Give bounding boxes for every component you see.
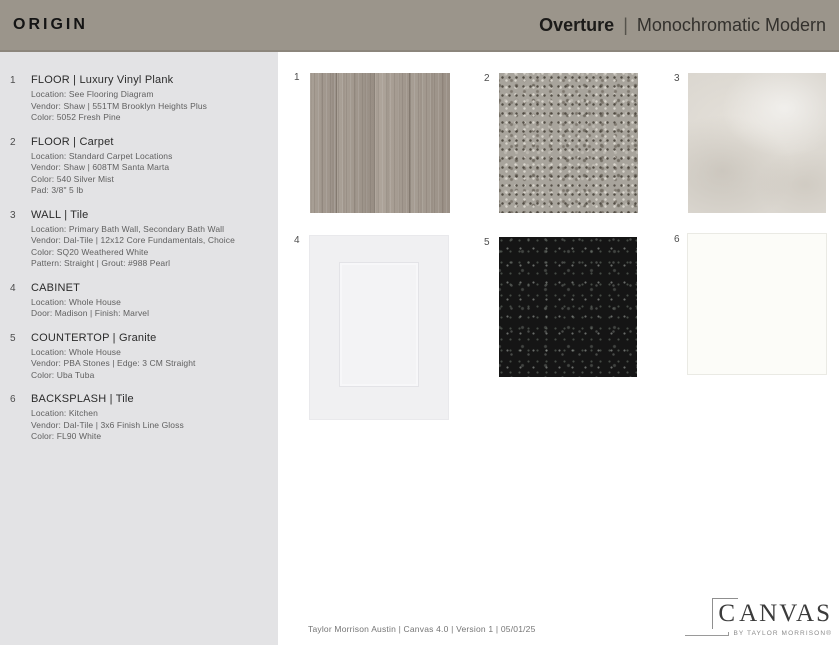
spec-number: 6 bbox=[10, 394, 16, 405]
spec-detail: Pad: 3/8" 5 lb bbox=[31, 185, 84, 195]
spec-item-floor-lvp bbox=[10, 74, 270, 124]
spec-item-countertop bbox=[10, 332, 270, 382]
spec-item-backsplash bbox=[10, 393, 270, 443]
spec-detail: Vendor: Shaw | 551TM Brooklyn Heights Plus bbox=[31, 100, 208, 111]
spec-body bbox=[31, 74, 270, 124]
footer-version-line: Taylor Morrison Austin | Canvas 4.0 | Version 1 | 05/01/25 bbox=[308, 624, 536, 634]
spec-title: COUNTERTOP | Granite bbox=[31, 331, 157, 344]
canvas-subtitle-row bbox=[706, 630, 832, 637]
swatch-luxury-vinyl-plank bbox=[310, 73, 450, 213]
spec-body bbox=[31, 332, 270, 382]
swatch-number-6: 6 bbox=[674, 234, 680, 245]
canvas-wordmark bbox=[706, 598, 832, 629]
header-bar bbox=[0, 0, 839, 52]
brand-origin: ORIGIN bbox=[13, 16, 88, 33]
spec-detail: Color: 5052 Fresh Pine bbox=[31, 112, 121, 122]
swatch-number-1: 1 bbox=[294, 72, 300, 83]
spec-title: WALL | Tile bbox=[31, 208, 89, 221]
title-separator: | bbox=[623, 14, 628, 35]
spec-detail: Location: Whole House bbox=[31, 346, 121, 357]
spec-number: 5 bbox=[10, 332, 16, 344]
collection-name: Overture bbox=[539, 14, 615, 35]
spec-number: 3 bbox=[10, 209, 16, 221]
swatch-number-3: 3 bbox=[674, 73, 680, 84]
spec-body bbox=[31, 209, 270, 270]
swatch-number-5: 5 bbox=[484, 237, 490, 248]
spec-detail: Location: Primary Bath Wall, Secondary Bath Wall bbox=[31, 223, 225, 234]
swatch-carpet bbox=[499, 73, 638, 213]
spec-detail: Color: FL90 White bbox=[31, 431, 102, 441]
canvas-logo bbox=[706, 598, 832, 637]
spec-body bbox=[31, 136, 270, 197]
swatch-wall-tile bbox=[688, 73, 826, 213]
spec-detail: Location: Whole House bbox=[31, 296, 121, 307]
spec-title: FLOOR | Carpet bbox=[31, 135, 114, 148]
spec-detail: Location: Kitchen bbox=[31, 408, 98, 418]
palette-name: Monochromatic Modern bbox=[636, 14, 826, 35]
swatch-number-4: 4 bbox=[294, 235, 300, 246]
spec-body bbox=[31, 282, 270, 320]
spec-number: 2 bbox=[10, 136, 16, 148]
spec-title: CABINET bbox=[31, 281, 81, 294]
swatch-granite-countertop bbox=[499, 237, 637, 377]
spec-detail: Location: Standard Carpet Locations bbox=[31, 150, 173, 161]
swatch-cabinet-door bbox=[309, 235, 449, 420]
collection-title bbox=[539, 15, 826, 36]
logo-rule-line bbox=[685, 632, 729, 636]
spec-title: FLOOR | Luxury Vinyl Plank bbox=[31, 74, 174, 86]
canvas-subtitle: BY TAYLOR MORRISON® bbox=[733, 630, 832, 637]
spec-body bbox=[31, 393, 270, 443]
spec-detail: Location: See Flooring Diagram bbox=[31, 89, 154, 99]
spec-detail: Vendor: Dal-Tile | 12x12 Core Fundamentals, Choice bbox=[31, 235, 235, 245]
spec-number: 1 bbox=[10, 75, 16, 86]
cabinet-door-panel bbox=[339, 262, 419, 387]
spec-detail: Color: 540 Silver Mist bbox=[31, 173, 114, 184]
swatch-backsplash-tile bbox=[687, 233, 827, 375]
spec-detail: Door: Madison | Finish: Marvel bbox=[31, 308, 150, 318]
spec-detail: Color: Uba Tuba bbox=[31, 369, 95, 380]
spec-detail: Vendor: PBA Stones | Edge: 3 CM Straight bbox=[31, 358, 196, 368]
canvas-rest: ANVAS bbox=[739, 600, 832, 627]
spec-number: 4 bbox=[10, 282, 16, 294]
spec-item-cabinet bbox=[10, 282, 270, 320]
spec-sidebar bbox=[0, 52, 278, 645]
spec-item-wall-tile bbox=[10, 209, 270, 270]
spec-detail: Pattern: Straight | Grout: #988 Pearl bbox=[31, 258, 171, 268]
spec-title: BACKSPLASH | Tile bbox=[31, 393, 134, 405]
spec-item-floor-carpet bbox=[10, 136, 270, 197]
swatch-number-2: 2 bbox=[484, 73, 490, 84]
spec-detail: Vendor: Dal-Tile | 3x6 Finish Line Gloss bbox=[31, 419, 184, 430]
spec-detail: Vendor: Shaw | 608TM Santa Marta bbox=[31, 162, 170, 172]
spec-detail: Color: SQ20 Weathered White bbox=[31, 246, 149, 257]
canvas-boxed-c: C bbox=[712, 598, 738, 629]
